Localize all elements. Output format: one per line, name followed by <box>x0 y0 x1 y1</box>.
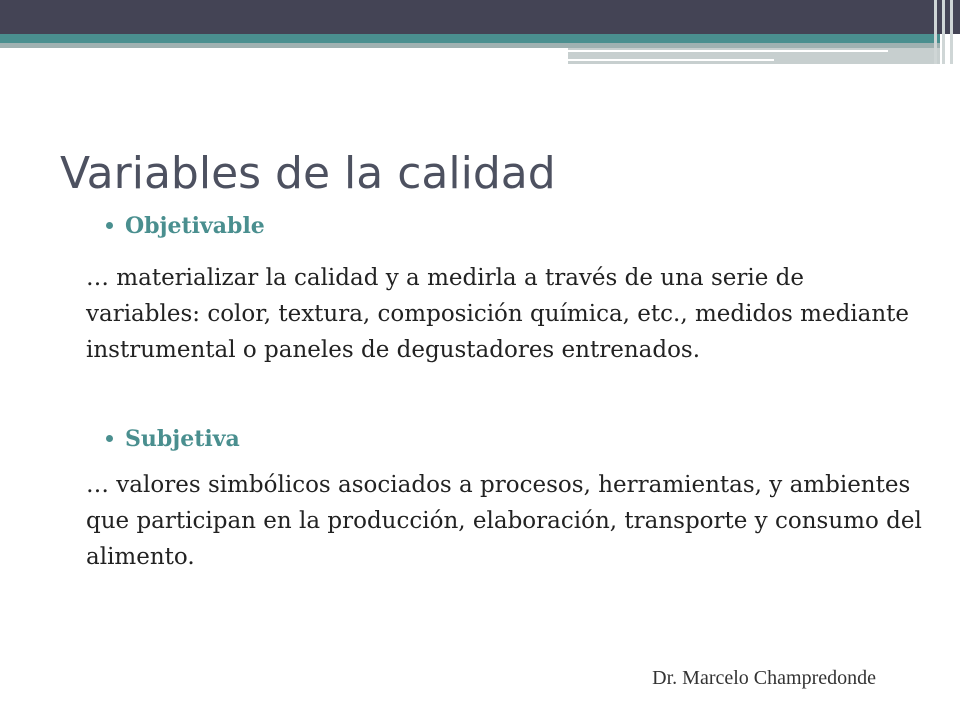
bullet-label: Objetivable <box>125 213 265 239</box>
bullet-dot-icon <box>106 435 113 442</box>
banner-bar <box>942 0 945 64</box>
section-text: … valores simbólicos asociados a procesos, herramientas, y ambientes que participan en la producción, elaboración, transporte y consumo del alimento. <box>86 472 922 570</box>
banner-white-line <box>568 59 774 61</box>
bullet-subjetiva <box>106 426 240 452</box>
banner-dark-band <box>0 0 960 34</box>
bullet-label: Subjetiva <box>125 426 240 452</box>
banner-right-bars <box>930 0 960 64</box>
bullet-dot-icon <box>106 222 113 229</box>
footer-author: Dr. Marcelo Champredonde <box>652 667 876 689</box>
bullet-objetivable <box>106 213 265 239</box>
banner-bar <box>934 0 937 64</box>
banner-white-line <box>568 50 888 52</box>
banner-bar <box>950 0 953 64</box>
banner-teal-band <box>0 34 940 43</box>
section-text: … materializar la calidad y a medirla a través de una serie de variables: color, textura, composición química, etc., medidos mediante instrumental o paneles de degustadores entrenados. <box>86 265 910 363</box>
slide-title: Variables de la calidad <box>60 148 556 199</box>
